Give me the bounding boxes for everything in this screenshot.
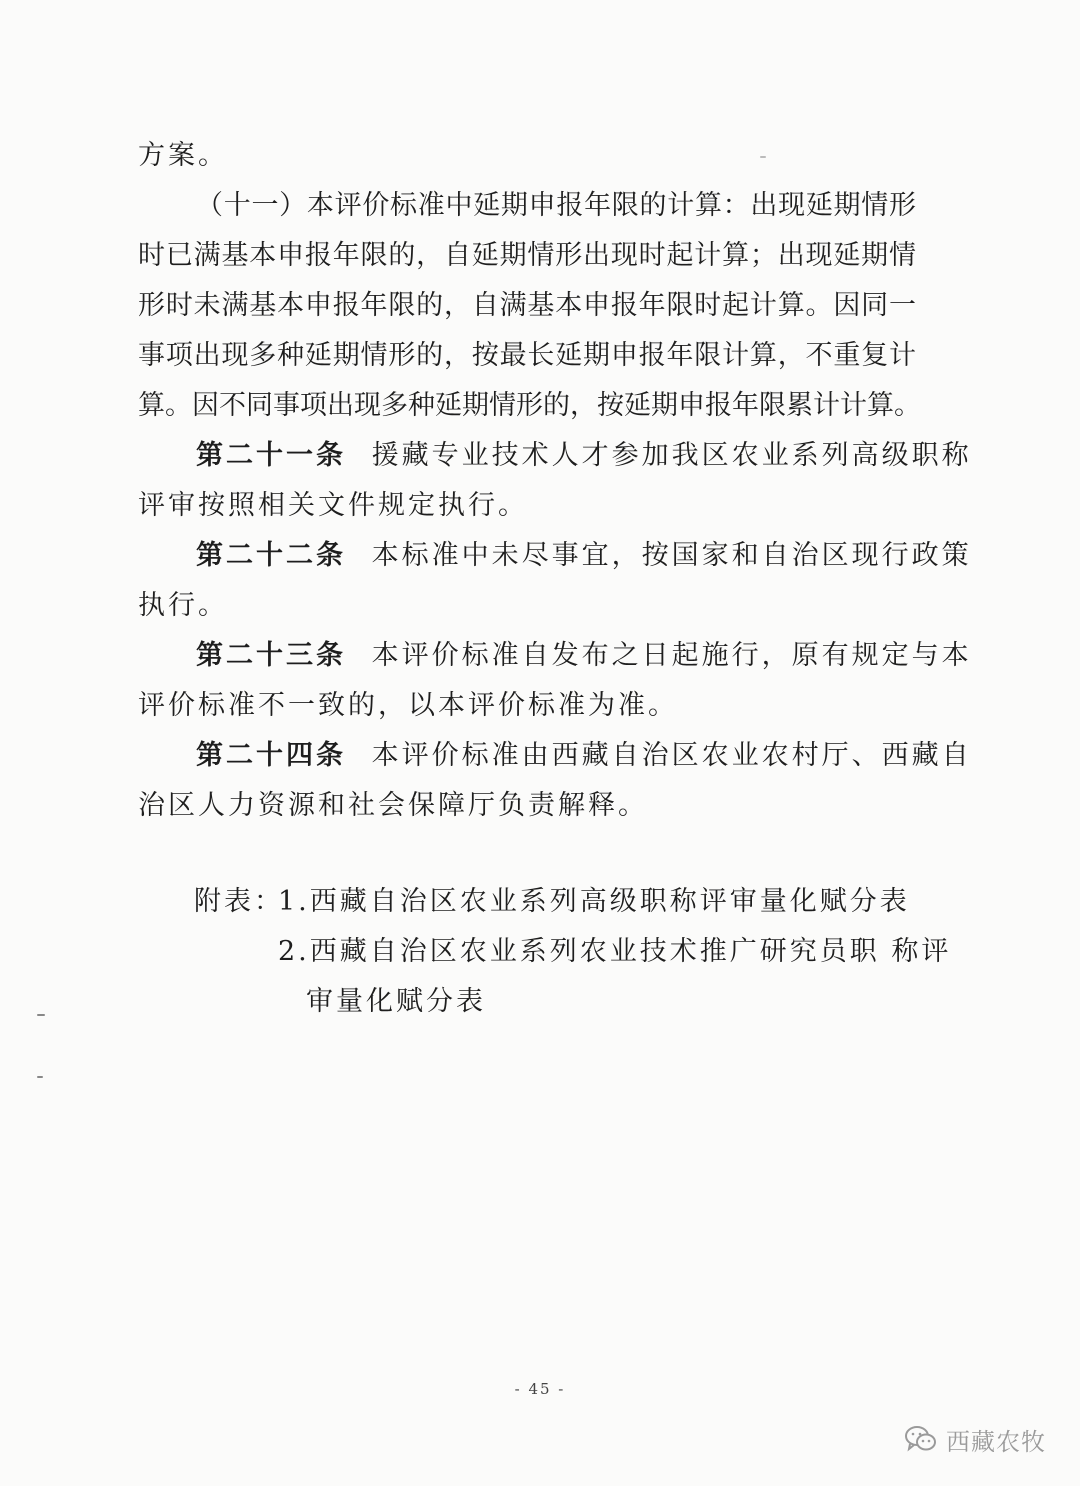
article-heading: 第二十一条 (196, 440, 346, 471)
article-24 (196, 736, 996, 776)
text-line: 形时未满基本申报年限的，自满基本申报年限时起计算。因同一 (138, 290, 916, 321)
text-line: 治区人力资源和社会保障厅负责解释。 (138, 790, 648, 821)
wechat-icon (904, 1424, 938, 1454)
article-text: 援藏专业技术人才参加我区农业系列高级职称 (371, 440, 972, 471)
scan-speck (37, 1014, 45, 1016)
attachment-item-1: 1.西藏自治区农业系列高级职称评审量化赋分表 (278, 886, 910, 917)
article-22 (196, 536, 996, 576)
text-line: 评审按照相关文件规定执行。 (138, 490, 528, 521)
scan-speck (760, 156, 766, 158)
attachments-label: 附表： (194, 886, 284, 917)
text-line: 事项出现多种延期情形的，按最长延期申报年限计算，不重复计 (138, 340, 916, 371)
attachment-item-2: 2.西藏自治区农业系列农业技术推广研究员职 称评 (278, 936, 952, 967)
article-text: 本标准中未尽事宜，按国家和自治区现行政策 (371, 540, 972, 571)
scan-speck (37, 1076, 43, 1078)
attachment-item-2-cont: 审量化赋分表 (306, 986, 486, 1017)
text-line: （十一）本评价标准中延期申报年限的计算：出现延期情形 (196, 190, 916, 221)
text-line: 算。因不同事项出现多种延期情形的，按延期申报年限累计计算。 (138, 390, 921, 421)
article-21 (196, 436, 996, 476)
article-heading: 第二十四条 (196, 740, 346, 771)
text-line: 执行。 (138, 590, 228, 621)
watermark-text: 西藏农牧 (946, 1427, 1046, 1456)
article-text: 本评价标准由西藏自治区农业农村厅、西藏自 (371, 740, 972, 771)
watermark (904, 1420, 1046, 1458)
article-heading: 第二十三条 (196, 640, 346, 671)
article-heading: 第二十二条 (196, 540, 346, 571)
text-line: 方案。 (138, 140, 228, 171)
article-23 (196, 636, 996, 676)
text-line: 时已满基本申报年限的，自延期情形出现时起计算；出现延期情 (138, 240, 916, 271)
article-text: 本评价标准自发布之日起施行，原有规定与本 (371, 640, 972, 671)
page-number: - 45 - (514, 1380, 566, 1398)
text-line: 评价标准不一致的，以本评价标准为准。 (138, 690, 678, 721)
